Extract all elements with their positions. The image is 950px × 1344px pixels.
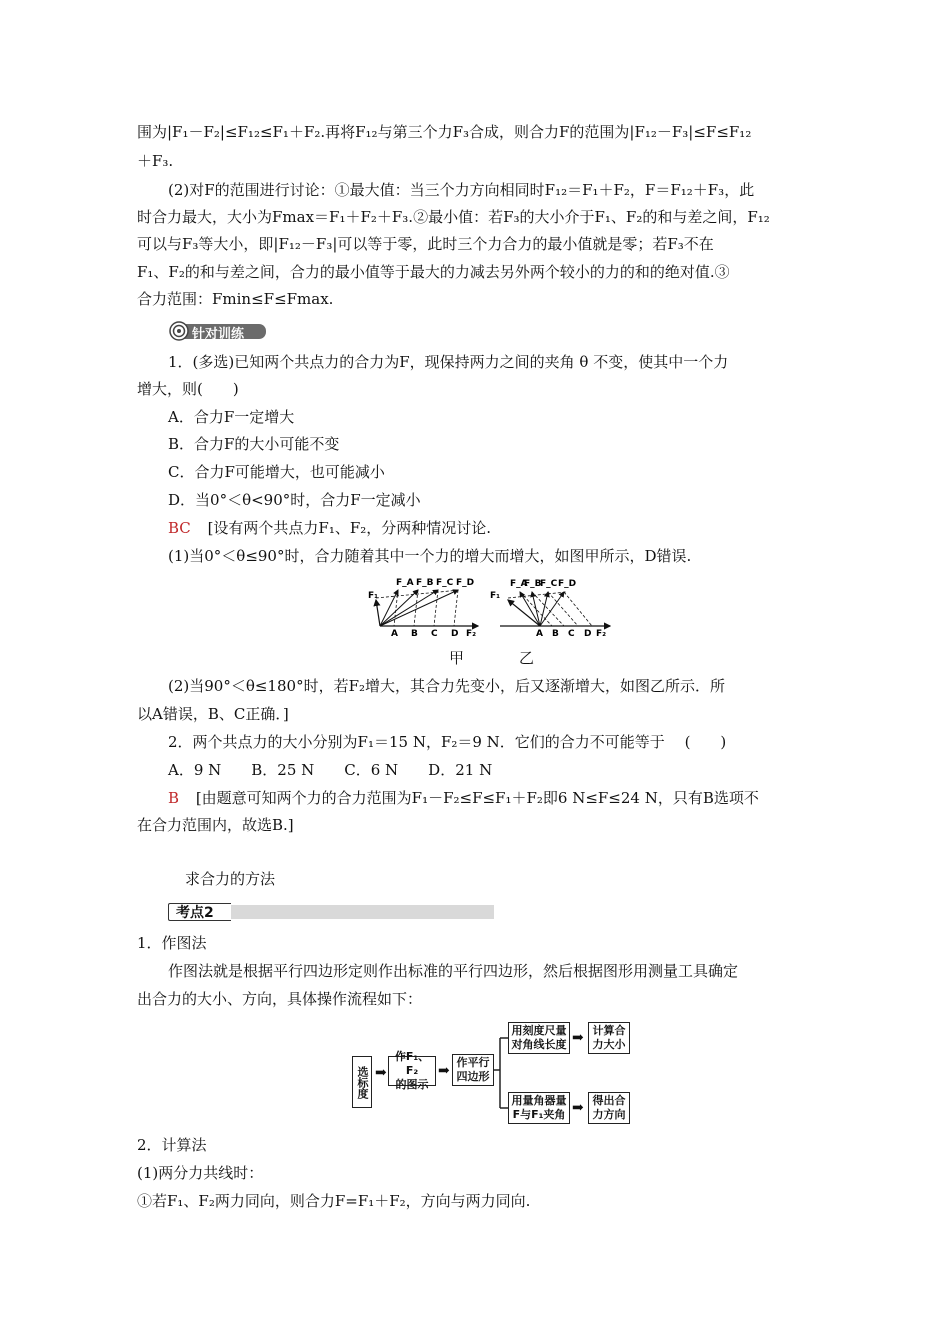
method1-text: 出合力的大小、方向，具体操作流程如下： [137, 990, 423, 1008]
label-fc: F_C [436, 578, 454, 588]
label-f2: F₂ [466, 629, 477, 639]
flow-text: 对角线长度 [511, 1038, 567, 1051]
flow-text: 计算合 [592, 1024, 626, 1037]
kaodian-bar [168, 901, 494, 921]
text-line: 时合力最大，大小为Fmax＝F₁＋F₂＋F₃.②最小值：若F₃的大小介于F₁、F₂的和与差之间，F₁₂ [137, 208, 770, 226]
q1-explanation: (1)当0°＜θ≤90°时，合力随着其中一个力的增大而增大，如图甲所示，D错误. [168, 547, 692, 565]
arrow-icon: ➡ [572, 1030, 584, 1046]
training-tag [168, 321, 268, 341]
q1-option-c: C．合力F可能增大，也可能减小 [168, 463, 385, 481]
diagram-yi [490, 579, 610, 639]
label-fd: F_D [456, 578, 475, 588]
label-f1: F₁ [490, 591, 501, 601]
q1-exp-text: [设有两个共点力F₁、F₂，分两种情况讨论. [207, 519, 492, 537]
flow-box-scale: 选标度 [352, 1056, 372, 1108]
label-fa: F_A [396, 578, 414, 588]
diagram-jia [368, 578, 478, 639]
method1-title: 1．作图法 [137, 934, 207, 952]
flow-box-measure-length [508, 1022, 570, 1054]
flow-text: 力大小 [592, 1038, 626, 1051]
q1-option-a: A．合力F一定增大 [168, 408, 295, 426]
q1-stem: 1．(多选)已知两个共点力的合力为F，现保持两力之间的夹角 θ 不变，使其中一个力 [168, 353, 729, 371]
flow-text: 作F₁、F₂ [394, 1050, 430, 1077]
label-f2: F₂ [596, 629, 607, 639]
label-fb: F_B [524, 579, 542, 589]
q2-exp-text: [由题意可知两个力的合力范围为F₁－F₂≤F≤F₁＋F₂即6 N≤F≤24 N，只有B选项不 [195, 789, 759, 807]
flow-box-draw-forces [388, 1050, 436, 1091]
training-label: 针对训练 [192, 327, 245, 342]
q1-option-b: B．合力F的大小可能不变 [168, 435, 340, 453]
label-d: D [451, 629, 459, 639]
flow-text: 作平行 [456, 1056, 490, 1069]
q2-stem: 2．两个共点力的大小分别为F₁＝15 N，F₂＝9 N．它们的合力不可能等于 ( ) [168, 733, 727, 751]
q1-stem: 增大，则( ) [137, 380, 239, 398]
text-line: ＋F₃. [137, 152, 174, 170]
label-fd: F_D [558, 579, 577, 589]
flow-box-measure-angle [508, 1092, 570, 1124]
flow-text: 得出合 [592, 1094, 626, 1107]
label-b: B [552, 629, 559, 639]
label-f1: F₁ [368, 591, 379, 601]
label-d: D [584, 629, 592, 639]
method1-text: 作图法就是根据平行四边形定则作出标准的平行四边形，然后根据图形用测量工具确定 [168, 962, 739, 980]
q1-explanation: (2)当90°＜θ≤180°时，若F₂增大，其合力先变小，后又逐渐增大，如图乙所示．所 [168, 677, 725, 695]
arrow-icon: ➡ [375, 1065, 387, 1081]
text-line: (2)对F的范围进行讨论：①最大值：当三个力方向相同时F₁₂＝F₁＋F₂，F＝F₁₂＋F₃，此 [168, 181, 755, 199]
method2-text: ①若F₁、F₂两力同向，则合力F=F₁＋F₂，方向与两力同向. [137, 1192, 531, 1210]
flow-box-parallelogram [452, 1054, 494, 1086]
q1-explanation: 以A错误，B、C正确．] [137, 705, 289, 723]
arrow-icon: ➡ [438, 1063, 450, 1079]
flow-text: 用量角器量 [511, 1094, 567, 1107]
flow-box-compute-magnitude [588, 1022, 630, 1054]
flow-text: 力方向 [592, 1108, 626, 1121]
q1-option-d: D．当0°＜θ<90°时，合力F一定减小 [168, 491, 421, 509]
label-c: C [431, 629, 438, 639]
flow-text: 的图示 [395, 1078, 429, 1091]
q2-options: A．9 N B．25 N C．6 N D．21 N [168, 761, 493, 779]
section-title: 求合力的方法 [185, 870, 276, 888]
label-a: A [536, 629, 543, 639]
label-fc: F_C [540, 579, 558, 589]
q1-explanation [168, 517, 848, 539]
method2-text: (1)两分力共线时： [137, 1164, 264, 1182]
text-line: F₁、F₂的和与差之间，合力的最小值等于最大的力减去另外两个较小的力的和的绝对值.③ [137, 263, 730, 281]
flow-text: F与F₁夹角 [512, 1108, 566, 1121]
q2-explanation: 在合力范围内，故选B.] [137, 816, 294, 834]
q2-answer: B [168, 789, 180, 807]
fig-label-jia: 甲 [449, 649, 465, 667]
label-a: A [391, 629, 398, 639]
q2-explanation [168, 787, 848, 809]
text-line: 合力范围：Fmin≤F≤Fmax. [137, 290, 334, 308]
text-line: 围为|F₁－F₂|≤F₁₂≤F₁＋F₂.再将F₁₂与第三个力F₃合成，则合力F的范围为|F₁₂－F₃|≤F≤F₁₂ [137, 123, 752, 141]
method2-title: 2．计算法 [137, 1136, 207, 1154]
flow-text: 四边形 [456, 1070, 490, 1083]
flow-box-get-direction [588, 1092, 630, 1124]
q1-answer: BC [168, 519, 191, 537]
kaodian-label: 考点2 [176, 905, 214, 921]
label-c: C [568, 629, 575, 639]
label-fa: F_A [510, 579, 528, 589]
label-fb: F_B [416, 578, 434, 588]
arrow-icon: ➡ [572, 1100, 584, 1116]
fig-label-yi: 乙 [519, 649, 535, 667]
label-b: B [411, 629, 418, 639]
force-diagram [360, 570, 620, 642]
flow-text: 用刻度尺量 [511, 1024, 567, 1037]
text-line: 可以与F₃等大小，即|F₁₂－F₃|可以等于零，此时三个力合力的最小值就是零；若F₃不在 [137, 235, 714, 253]
